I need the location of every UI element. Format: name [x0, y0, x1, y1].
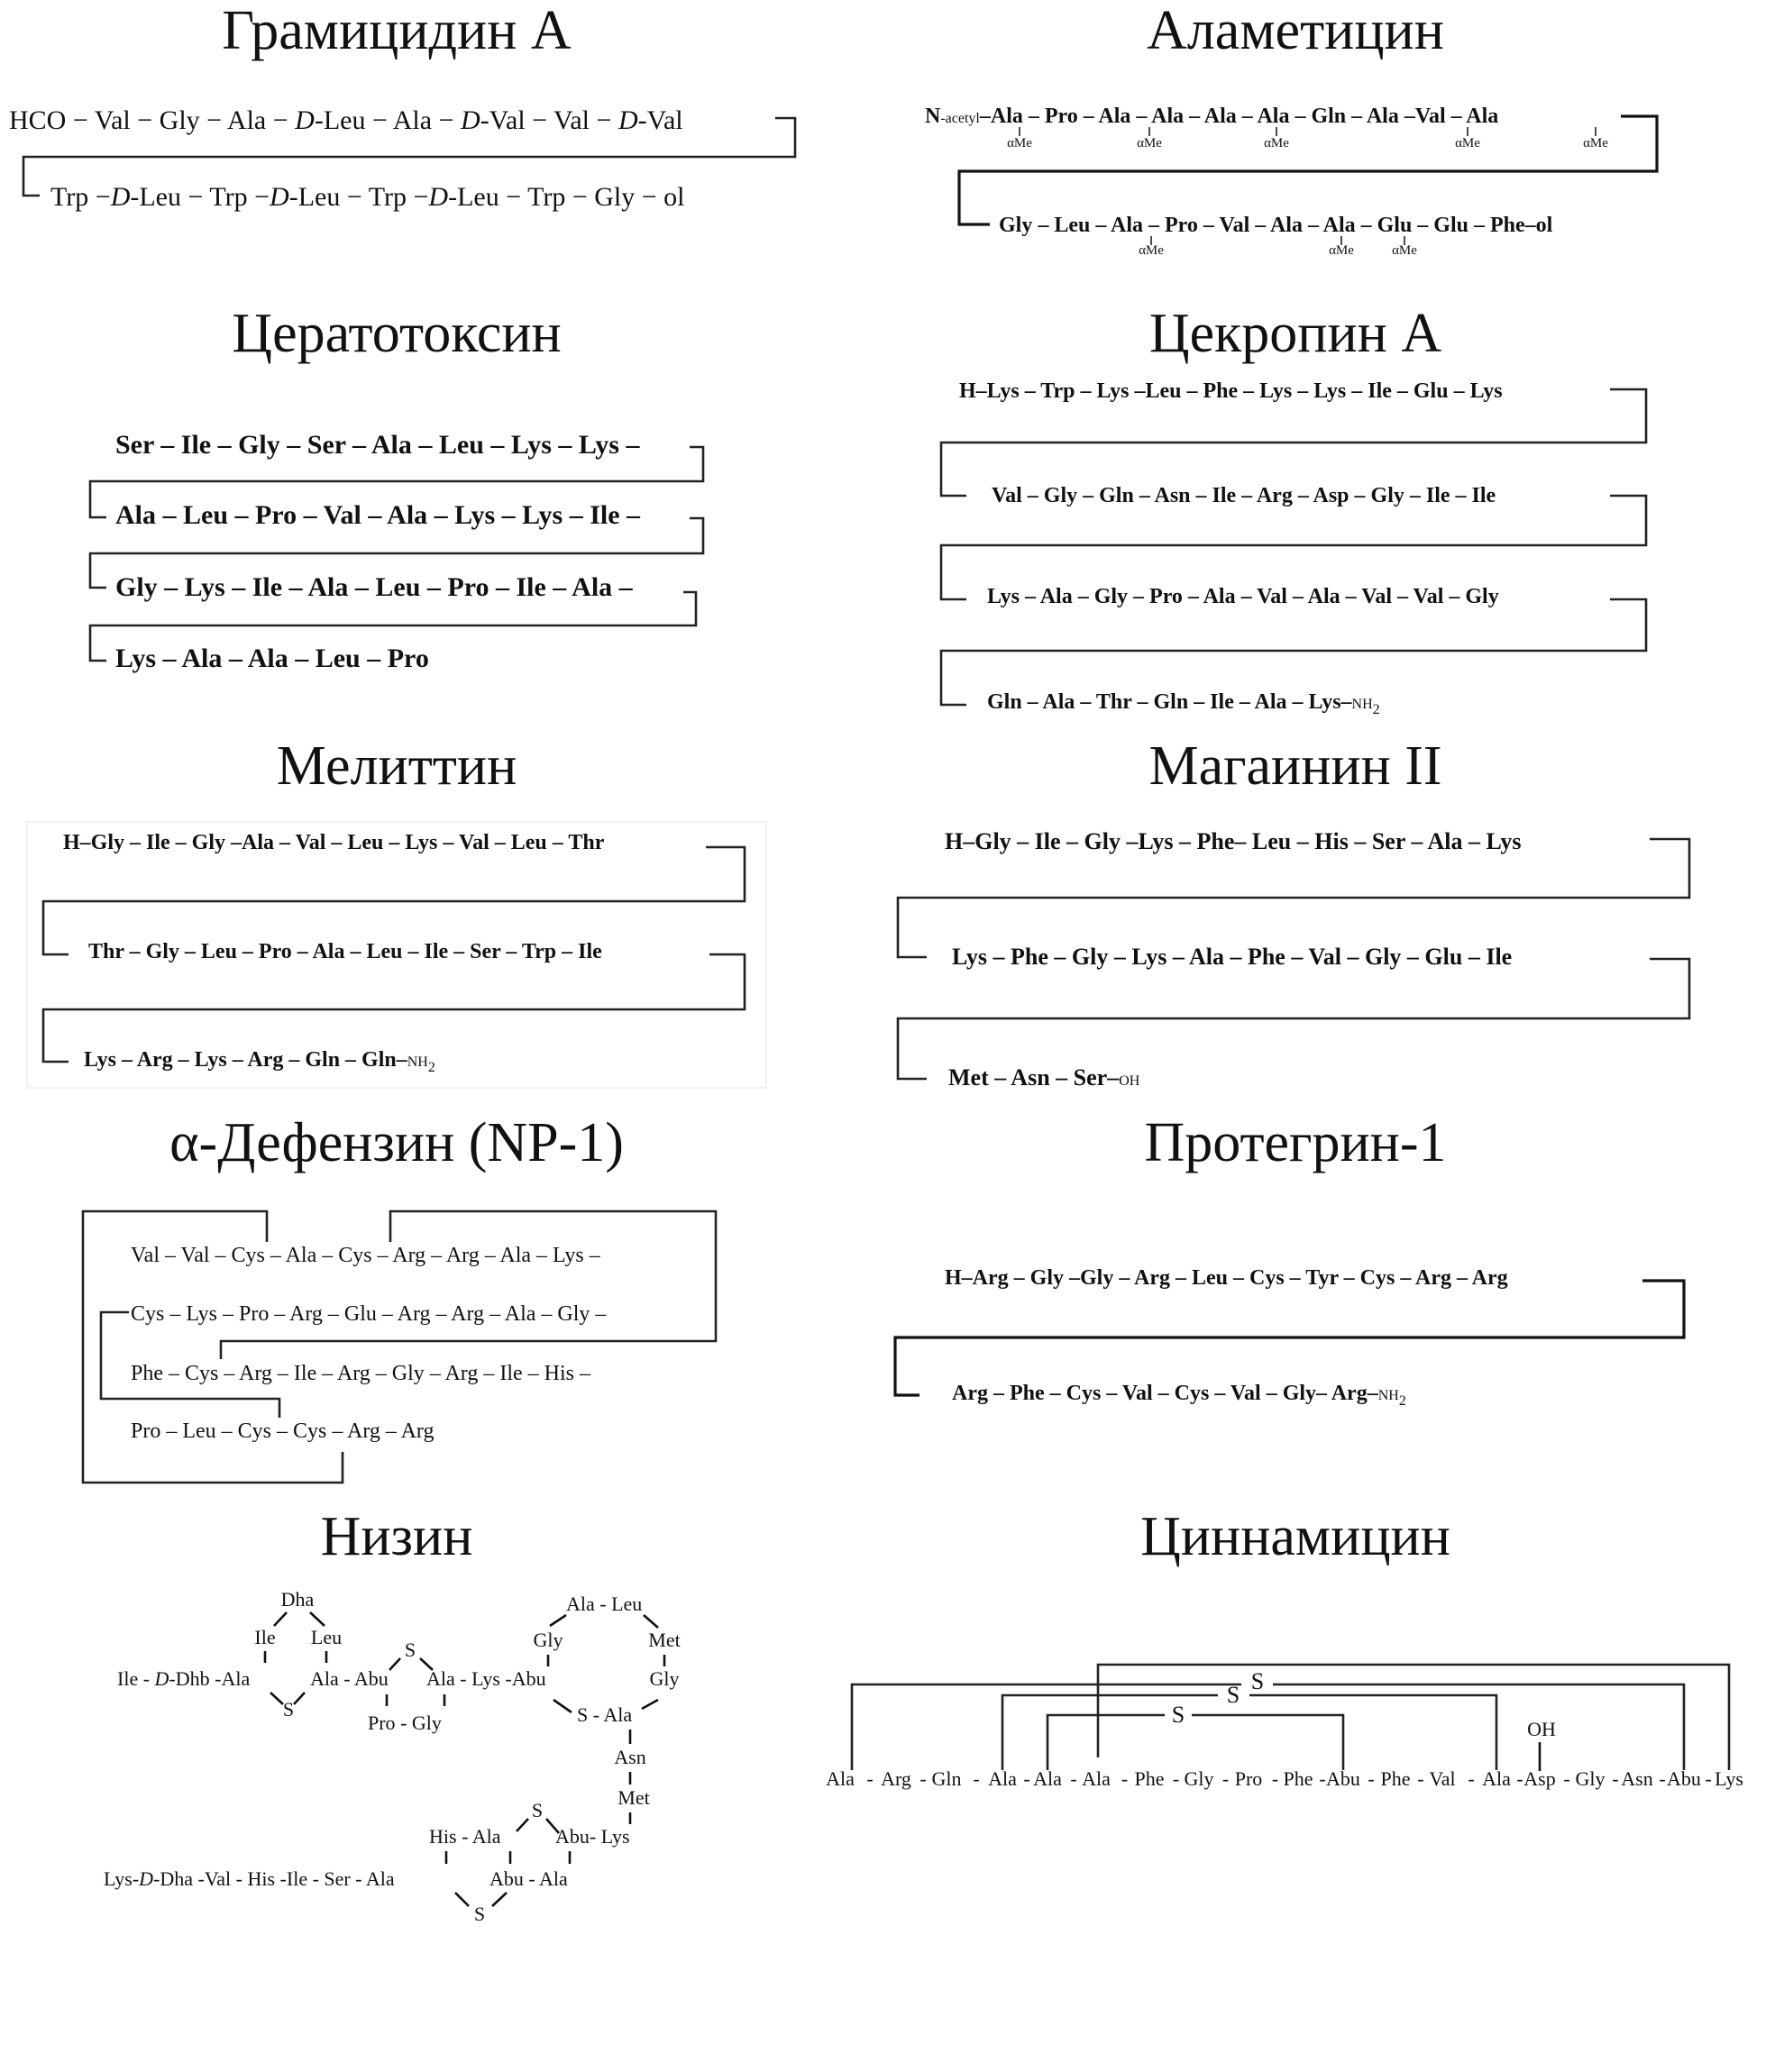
nisin-leu-ring: Leu	[310, 1626, 343, 1648]
nisin-gly2: Gly	[533, 1629, 563, 1651]
nisin-bond	[550, 1615, 566, 1626]
magainin-connector-1	[898, 839, 1689, 957]
alamethicin-ame-row-2	[1139, 236, 1417, 258]
cinnamycin-peptide-bond: -	[1121, 1767, 1129, 1790]
cinnamycin-residue: Ala	[1082, 1767, 1111, 1790]
nisin-bond	[274, 1612, 287, 1626]
cinnamycin-s-label-2: S	[1226, 1682, 1240, 1708]
alamethicin-ame-row-1	[1007, 127, 1608, 151]
cinnamycin-residue: Pro	[1234, 1767, 1263, 1790]
cinnamycin-peptide-bond: -	[1705, 1767, 1712, 1790]
ceratotoxin-row-3: Gly – Lys – Ile – Ala – Leu – Pro – Ile – Ala –	[115, 572, 633, 602]
nisin-met1: Met	[648, 1629, 681, 1651]
cinnamycin-peptide-bond: -	[919, 1767, 927, 1790]
nisin-bond	[517, 1819, 528, 1831]
nisin-bond	[310, 1612, 325, 1626]
defensin-row-4: Pro – Leu – Cys – Cys – Arg – Arg	[131, 1419, 435, 1443]
title-melittin: Мелиттин	[276, 735, 517, 797]
cecropin-connector-1	[941, 389, 1646, 496]
defensin-row-2: Cys – Lys – Pro – Arg – Glu – Arg – Arg – Ala – Gly –	[131, 1302, 607, 1326]
cinnamycin-peptide-bond: -	[1468, 1767, 1475, 1790]
cecropin-row-3: Lys – Ala – Gly – Pro – Ala – Val – Ala – Val – Val – Gly	[987, 585, 1499, 608]
ceratotoxin-row-4: Lys – Ala – Ala – Leu – Pro	[115, 644, 429, 673]
nisin-structure	[104, 1588, 681, 1925]
cinnamycin-peptide-bond: -	[1417, 1767, 1424, 1790]
nisin-c-terminal-chain: Lys-D-Dha -Val - His -Ile - Ser - Ala	[104, 1867, 395, 1890]
magainin-connector-2	[898, 959, 1689, 1079]
nisin-gly3: Gly	[649, 1667, 680, 1690]
nisin-bond	[644, 1615, 658, 1628]
nisin-s2: S	[404, 1638, 416, 1661]
ame-label: αMe	[1264, 136, 1289, 151]
cinnamycin-peptide-bond: -	[1023, 1767, 1030, 1790]
cinnamycin-residue: Abu	[1326, 1767, 1360, 1790]
cecropin-row-2: Val – Gly – Gln – Asn – Ile – Arg – Asp – Gly – Ile – Ile	[992, 484, 1496, 507]
cinnamycin-residue: Ala	[826, 1767, 855, 1790]
cinnamycin-oh-label: OH	[1527, 1718, 1556, 1740]
cinnamycin-peptide-bond: -	[1271, 1767, 1279, 1790]
nisin-ala2-abu1: Ala - Abu	[310, 1667, 389, 1690]
cinnamycin-residue: Phe	[1283, 1767, 1313, 1790]
cinnamycin-bridge-ala1-abu18	[1273, 1684, 1684, 1770]
cinnamycin-residue: Arg	[881, 1767, 911, 1790]
cinnamycin-residue: Ala	[1033, 1767, 1062, 1790]
magainin-row-1: H–Gly – Ile – Gly –Lys – Phe– Leu – His – Ser – Ala – Lys	[945, 828, 1522, 854]
cinnamycin-bridge-ala4-left	[1002, 1695, 1218, 1770]
ame-label: αMe	[1329, 243, 1354, 258]
nisin-abu4-ala7: Abu - Ala	[489, 1867, 568, 1890]
cinnamycin-peptide-bond: -	[1319, 1767, 1326, 1790]
ame-label: αMe	[1007, 136, 1032, 151]
nisin-bond	[553, 1700, 572, 1712]
nisin-s5: S	[473, 1903, 486, 1925]
melittin-connector-2	[43, 954, 745, 1062]
defensin-bond-cys5-cys20	[221, 1211, 716, 1359]
ame-label: αMe	[1455, 136, 1480, 151]
magainin-row-2: Lys – Phe – Gly – Lys – Ala – Phe – Val – Gly – Glu – Ile	[952, 944, 1513, 970]
defensin-row-3: Phe – Cys – Arg – Ile – Arg – Gly – Arg – Ile – His –	[131, 1362, 591, 1385]
defensin-row-1: Val – Val – Cys – Ala – Cys – Arg – Arg – Ala – Lys –	[131, 1244, 600, 1267]
panel-cecropin-a	[941, 303, 1646, 717]
nisin-pro-gly: Pro - Gly	[368, 1711, 442, 1734]
nisin-ile-ring: Ile	[254, 1626, 276, 1648]
alamethicin-row-1: N-acetyl–Ala – Pro – Ala – Ala – Ala – Ala – Gln – Ala –Val – Ala	[925, 105, 1499, 128]
cinnamycin-peptide-bond: -	[1659, 1767, 1666, 1790]
panel-cinnamycin	[826, 1506, 1743, 1790]
alamethicin-connector	[959, 116, 1657, 224]
title-protegrin-1: Протегрин-1	[1144, 1112, 1447, 1173]
cinnamycin-residue: Gly	[1575, 1767, 1606, 1790]
cecropin-connector-2	[941, 496, 1646, 599]
title-magainin-2: Магаинин II	[1148, 735, 1442, 797]
melittin-connector-1	[43, 847, 745, 954]
cinnamycin-peptide-bond: -	[1221, 1767, 1230, 1790]
panel-alamethicin	[925, 0, 1657, 258]
title-ceratotoxin: Цератотоксин	[232, 303, 562, 364]
cinnamycin-peptide-bond: -	[866, 1767, 874, 1790]
cinnamycin-peptide-bond: -	[1070, 1767, 1077, 1790]
protegrin-connector	[895, 1281, 1684, 1395]
cinnamycin-residue: Phe	[1380, 1767, 1411, 1790]
ceratotoxin-row-2: Ala – Leu – Pro – Val – Ala – Lys – Lys – Ile –	[115, 500, 641, 530]
cinnamycin-peptide-bond: -	[1563, 1767, 1570, 1790]
nisin-ile-n: Ile - D-Dhb -Ala	[117, 1667, 251, 1690]
cinnamycin-residue: Lys	[1715, 1767, 1743, 1790]
nisin-abu3-lys2: Abu- Lys	[555, 1825, 630, 1848]
title-cinnamycin: Циннамицин	[1140, 1506, 1450, 1567]
cecropin-row-4: Gln – Ala – Thr – Gln – Ile – Ala – Lys–$NH_2$	[987, 690, 1380, 717]
panel-protegrin-1	[895, 1112, 1684, 1409]
nisin-ala-leu-top: Ala - Leu	[566, 1593, 643, 1615]
protegrin-row-2: Arg – Phe – Cys – Val – Cys – Val – Gly– Arg–$NH_2$	[952, 1382, 1406, 1409]
cinnamycin-s-label-3: S	[1171, 1702, 1185, 1728]
ceratotoxin-row-1: Ser – Ile – Gly – Ser – Ala – Leu – Lys – Lys –	[115, 430, 640, 460]
nisin-asn: Asn	[614, 1746, 646, 1768]
panel-magainin-2	[898, 735, 1689, 1091]
nisin-bond	[389, 1658, 400, 1670]
panel-gramicidin-a	[9, 0, 795, 212]
cinnamycin-peptide-bond: -	[1516, 1767, 1523, 1790]
nisin-bond	[270, 1693, 283, 1704]
nisin-s3-ala4: S - Ala	[577, 1703, 633, 1726]
melittin-row-1: H–Gly – Ile – Gly –Ala – Val – Leu – Lys – Val – Leu – Thr	[63, 831, 605, 854]
ame-label: αMe	[1392, 243, 1417, 258]
cinnamycin-residue: Gln	[931, 1767, 962, 1790]
title-alamethicin: Аламетицин	[1147, 0, 1444, 61]
nisin-bond	[294, 1693, 305, 1704]
gramicidin-row-1: HCO − Val − Gly − Ala − D-Leu − Ala − D-Val − Val − D-Val	[9, 105, 683, 135]
melittin-row-3: Lys – Arg – Lys – Arg – Gln – Gln–$NH_2$	[84, 1048, 435, 1075]
panel-alpha-defensin	[83, 1112, 716, 1483]
cinnamycin-residue: Phe	[1134, 1767, 1165, 1790]
ame-label: αMe	[1139, 243, 1164, 258]
cinnamycin-residue: Gly	[1184, 1767, 1214, 1790]
ame-label: αMe	[1583, 136, 1608, 151]
nisin-s1: S	[282, 1698, 295, 1721]
protegrin-row-1: H–Arg – Gly –Gly – Arg – Leu – Cys – Tyr – Cys – Arg – Arg	[945, 1266, 1508, 1290]
cinnamycin-residue: Ala	[988, 1767, 1017, 1790]
ame-label: αMe	[1137, 136, 1162, 151]
panel-nisin	[104, 1506, 681, 1925]
cinnamycin-residue: Asn	[1621, 1767, 1653, 1790]
cinnamycin-residue: Asp	[1523, 1767, 1556, 1790]
cinnamycin-residue: Ala	[1482, 1767, 1511, 1790]
cecropin-connector-3	[941, 599, 1646, 705]
panel-melittin	[27, 735, 766, 1088]
nisin-bond	[455, 1893, 469, 1906]
nisin-dha: Dha	[280, 1588, 315, 1611]
magainin-row-3: Met – Asn – Ser–OH	[948, 1064, 1140, 1091]
nisin-met2: Met	[618, 1786, 650, 1809]
cinnamycin-residue: Val	[1429, 1767, 1456, 1790]
title-gramicidin-a: Грамицидин А	[222, 0, 572, 61]
nisin-bond	[642, 1700, 658, 1709]
panel-ceratotoxin	[90, 303, 703, 673]
cinnamycin-bridge-ala5-abu11	[1192, 1715, 1343, 1770]
gramicidin-row-2: Trp −D-Leu − Trp −D-Leu − Trp −D-Leu − Trp − Gly − ol	[50, 182, 685, 212]
cinnamycin-peptide-bond: -	[973, 1767, 980, 1790]
title-alpha-defensin: α-Дефензин (NP-1)	[169, 1112, 624, 1173]
cinnamycin-bridge-ala5-lys19	[1098, 1665, 1729, 1770]
title-cecropin-a: Цекропин А	[1148, 303, 1442, 364]
cecropin-row-1: H–Lys – Trp – Lys –Leu – Phe – Lys – Lys – Ile – Glu – Lys	[959, 379, 1503, 403]
cinnamycin-sequence	[826, 1767, 1743, 1790]
nisin-bond	[492, 1893, 507, 1906]
cinnamycin-peptide-bond: -	[1612, 1767, 1619, 1790]
nisin-ala3-lys1-abu2: Ala - Lys -Abu	[426, 1667, 546, 1690]
cinnamycin-bridge-ala5-left	[1048, 1715, 1165, 1770]
melittin-row-2: Thr – Gly – Leu – Pro – Ala – Leu – Ile – Ser – Trp – Ile	[88, 940, 602, 963]
nisin-s4: S	[531, 1799, 544, 1821]
cinnamycin-peptide-bond: -	[1172, 1767, 1180, 1790]
cinnamycin-s-label-1: S	[1250, 1668, 1265, 1694]
cinnamycin-residue: Abu	[1667, 1767, 1701, 1790]
title-nisin: Низин	[320, 1506, 473, 1567]
alamethicin-row-2: Gly – Leu – Ala – Pro – Val – Ala – Ala – Glu – Glu – Phe–ol	[999, 214, 1553, 237]
cinnamycin-peptide-bond: -	[1368, 1767, 1375, 1790]
cinnamycin-bridge-ala4-ala14	[1249, 1695, 1496, 1770]
nisin-his1-ala5: His - Ala	[429, 1825, 501, 1848]
